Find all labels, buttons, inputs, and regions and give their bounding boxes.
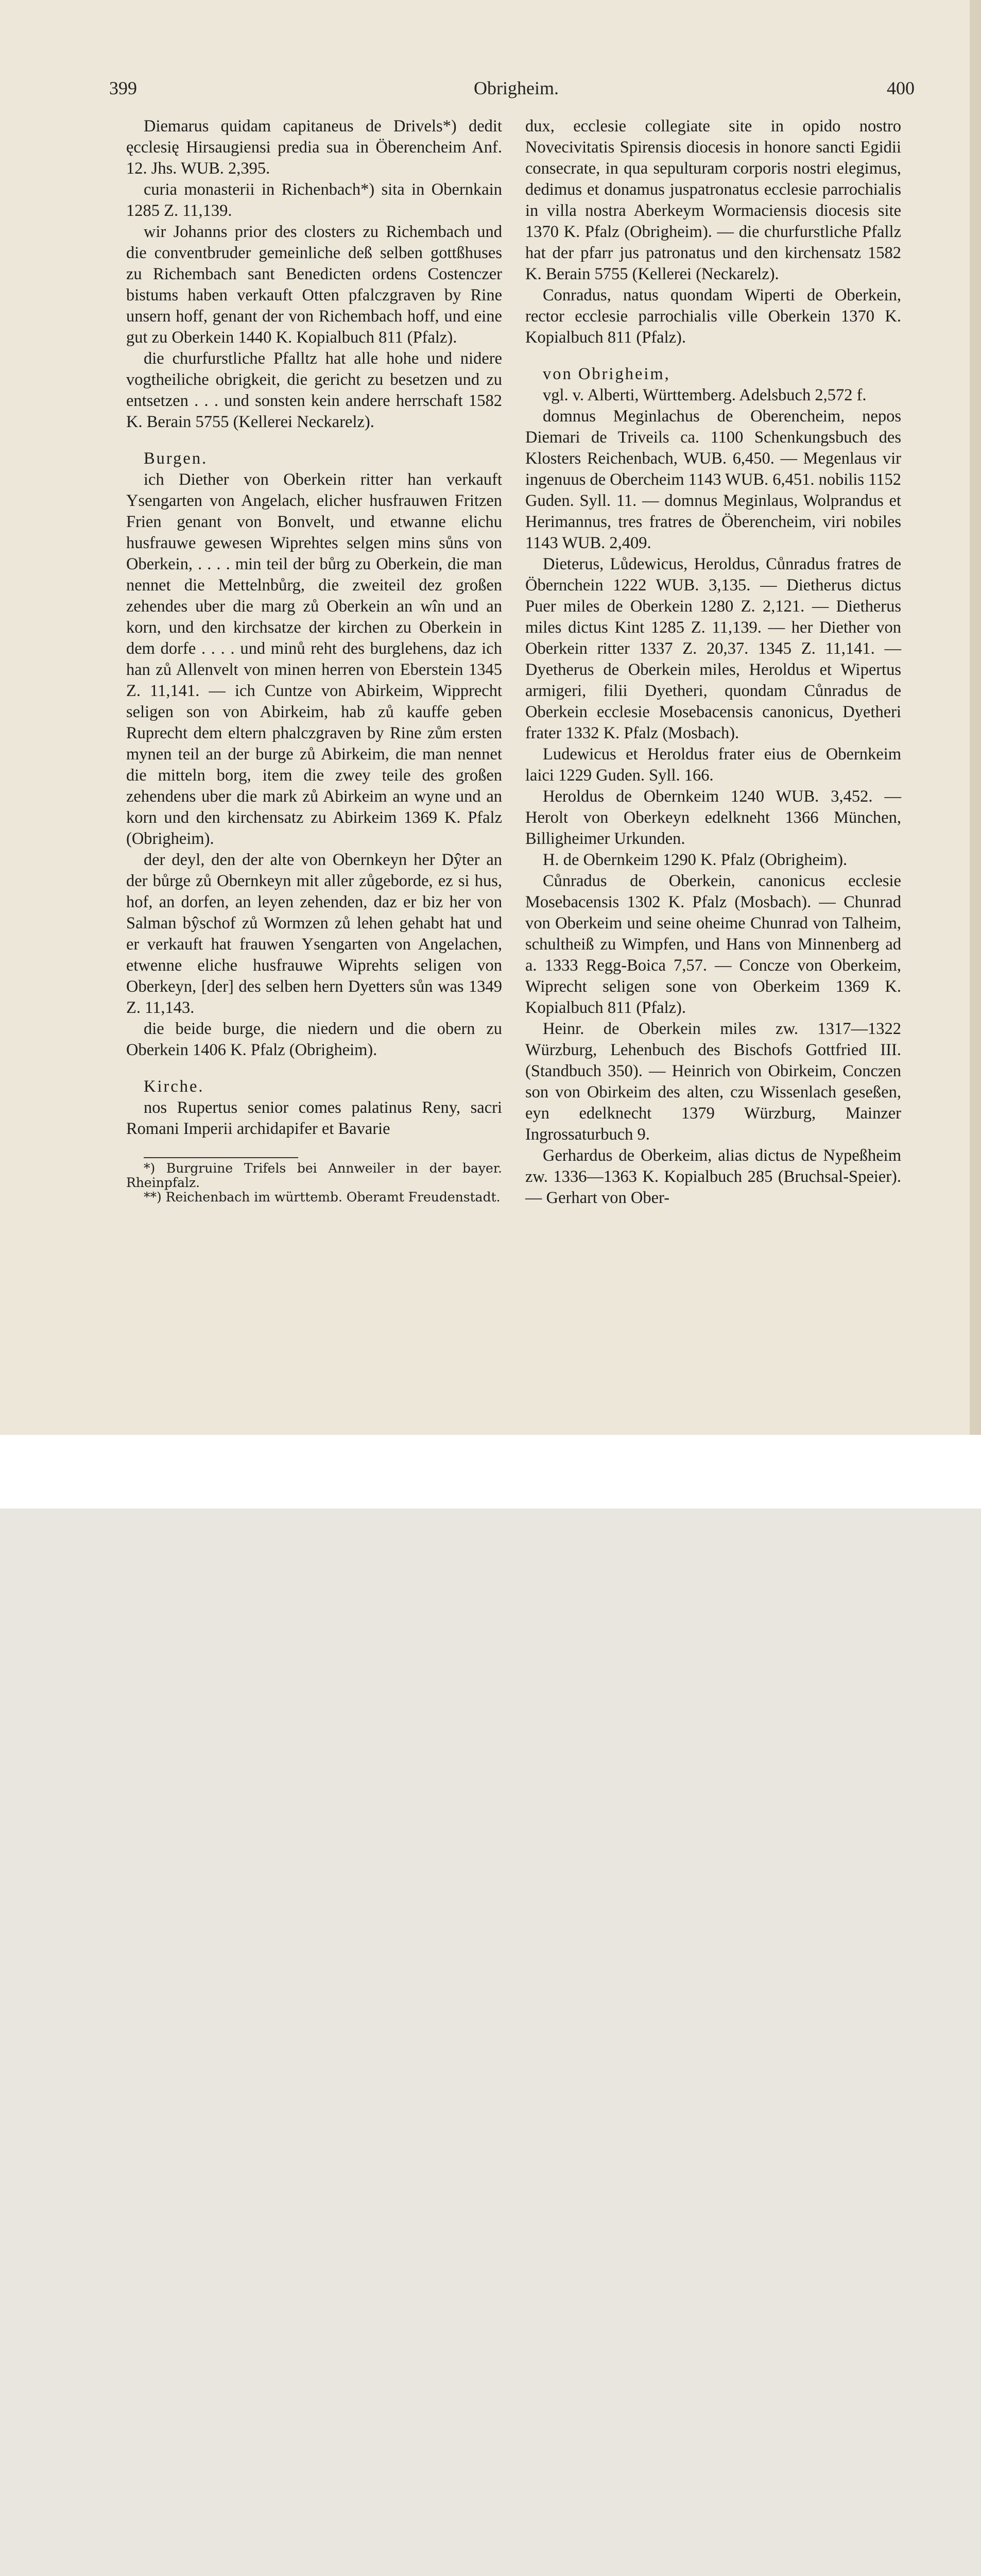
paragraph: die beide burge, die niedern und die obern zu Oberkein 1406 K. Pfalz (Obrigheim). [126, 1020, 502, 1059]
paragraph: dux, ecclesie collegiate site in opido nostro Novecivitatis Spirensis diocesis in honore sancti Egidii consecrate, in qua sepulturam corporis nostri elegimus, dedimus et donamus juspatronatus ecclesie parrochialis in villa nostra Aberkeym Wormaciensis diocesis site 1370 K. Pfalz (Obrigheim). — die churfurstliche Pfallz hat der pfarr jus patronatus und den kirchensatz 1582 K. Berain 5755 (Kellerei (Neckarelz). [525, 117, 901, 283]
page-edge [970, 0, 981, 1435]
footnote-rule [144, 1157, 298, 1158]
running-title: Obrigheim. [474, 78, 559, 98]
paragraph: Ludewicus et Heroldus frater eius de Obernkeim laici 1229 Guden. Syll. 166. [525, 745, 901, 785]
paragraph: Cůnradus de Oberkein, canonicus ecclesie Mosebacensis 1302 K. Pfalz (Mosbach). — Chunrad von Oberkeim und seine oheime Chunrad von Talheim, schultheiß zu Wimpfen, und Hans von Minnenberg ad a. 1333 Regg-Boica 7,57. — Concze von Oberkeim, Wiprecht seligen sone von Oberkeim 1369 K. Kopialbuch 811 (Pfalz). [525, 872, 901, 1017]
right-column [525, 116, 901, 1209]
footnotes [126, 1161, 502, 1205]
paragraph: vgl. v. Alberti, Württemberg. Adelsbuch 2,572 f. [543, 386, 867, 404]
paragraph: Heroldus de Obernkeim 1240 WUB. 3,452. — Herolt von Oberkeyn edelkneht 1366 München, Billigheimer Urkunden. [525, 787, 901, 848]
section-heading-von-obrigheim: von Obrigheim, [543, 365, 670, 383]
paragraph: Dieterus, Lůdewicus, Heroldus, Cůnradus fratres de Öbernchein 1222 WUB. 3,135. — Dietherus dictus Puer miles de Oberkein 1280 Z. 2,121. — Dietherus miles dictus Kint 1285 Z. 11,139. — her Diether von Oberkein ritter 1337 Z. 20,37. 1345 Z. 11,141. — Dyetherus de Oberkein miles, Heroldus et Wipertus armigeri, filii Dyetheri, quondam Cůnradus de Oberkein ecclesie Mosebacensis canonicus, Dyetheri frater 1332 K. Pfalz (Mosbach). [525, 555, 901, 742]
paragraph: curia monasterii in Richenbach*) sita in Obernkain 1285 Z. 11,139. [126, 180, 502, 220]
paragraph: ich Diether von Oberkein ritter han verkauft Ysengarten von Angelach, elicher husfrauwen Fritzen Frien genant von Bonvelt, und etwanne elichu husfrauwe gewesen Wiprehtes selgen mins sůns von Oberkein, . . . . min teil der bůrg zu Oberkein, die man nennet die Mettelnbůrg, die zweiteil dez großen zehendes uber die marg zů Oberkein an wîn und an korn, und den kirchsatze der kirchen zu Oberkein in dem dorfe . . . . und minů reht des burglehens, daz ich han zů Allenvelt von minen herren von Eberstein 1345 Z. 11,141. — ich Cuntze von Abirkeim, Wipprecht seligen son von Abirkeim, hab zů kauffe geben Ruprecht dem eltern phalczgraven by Rine zům ersten mynen teil an der burge zů Abirkeim, die man nennet die mitteln borg, item die zwey teile des großen zehendens uber die mark zů Abirkeim an wyne und an korn und den kirchensatz zu Abirkeim 1369 K. Pfalz (Obrigheim). [126, 470, 502, 848]
page-number-left: 399 [109, 78, 137, 98]
page-number-right: 400 [887, 78, 915, 98]
section-heading-burgen: Burgen. [144, 449, 208, 468]
paragraph: Heinr. de Oberkein miles zw. 1317—1322 Würzburg, Lehenbuch des Bischofs Gottfried III. (Standbuch 350). — Heinrich von Obirkeim, Conczen son von Obirkeim des alten, czu Wissenlach geseßen, eyn edelknecht 1379 Würzburg, Mainzer Ingrossaturbuch 9. [525, 1020, 901, 1144]
footnote: *) Burgruine Trifels bei Annweiler in der bayer. Rheinpfalz. [126, 1161, 502, 1190]
viewer-footer [0, 1435, 981, 1509]
footnote: **) Reichenbach im württemb. Oberamt Freudenstadt. [144, 1190, 501, 1205]
paragraph: Diemarus quidam capitaneus de Drivels*) dedit ęcclesię Hirsaugiensi predia sua in Öberencheim Anf. 12. Jhs. WUB. 2,395. [126, 117, 502, 178]
paragraph: der deyl, den der alte von Obernkeyn her Dŷter an der bůrge zů Obernkeyn mit aller zůgeborde, ez si hus, hof, an dorfen, an leyen zehenden, daz er biz her von Salman bŷschof zů Wormzen zů lehen gehabt hat und er verkauft hat frauwen Ysengarten von Angelachen, etwenne eliche husfrauwe Wiprehts seligen von Oberkeyn, [der] des selben hern Dyetters sůn was 1349 Z. 11,143. [126, 851, 502, 1017]
left-column [126, 116, 502, 1205]
paragraph: nos Rupertus senior comes palatinus Reny, sacri Romani Imperii archidapifer et Bavarie [126, 1098, 502, 1138]
paragraph: domnus Meginlachus de Oberencheim, nepos Diemari de Triveils ca. 1100 Schenkungsbuch des Klosters Reichenbach, WUB. 6,450. — Megenlaus vir ingenuus de Obercheim 1143 WUB. 6,451. nobilis 1152 Guden. Syll. 11. — domnus Meginlaus, Wolprandus et Herimannus, tres fratres de Öberencheim, viri nobiles 1143 WUB. 2,409. [525, 407, 901, 552]
paragraph: Gerhardus de Oberkeim, alias dictus de Nypeßheim zw. 1336—1363 K. Kopialbuch 285 (Bruchsal-Speier). — Gerhart von Ober- [525, 1146, 901, 1207]
paragraph: H. de Obernkeim 1290 K. Pfalz (Obrigheim). [543, 851, 848, 869]
section-heading-kirche: Kirche. [144, 1077, 204, 1096]
paragraph: Conradus, natus quondam Wiperti de Oberkein, rector ecclesie parrochialis ville Oberkein 1370 K. Kopialbuch 811 (Pfalz). [525, 286, 901, 347]
paragraph: die churfurstliche Pfalltz hat alle hohe und nidere vogtheiliche obrigkeit, die gericht zu besetzen und zu entsetzen . . . und sonsten kein andere herrschaft 1582 K. Berain 5755 (Kellerei Neckarelz). [126, 349, 502, 431]
paragraph: wir Johanns prior des closters zu Richembach und die conventbruder gemeinliche deß selben gottßhuses zu Richembach sant Benedicten ordens Costenczer bistums haben verkauft Otten pfalczgraven by Rine unsern hoff, genant der von Richembach hoff, und eine gut zu Oberkein 1440 K. Kopialbuch 811 (Pfalz). [126, 223, 502, 347]
